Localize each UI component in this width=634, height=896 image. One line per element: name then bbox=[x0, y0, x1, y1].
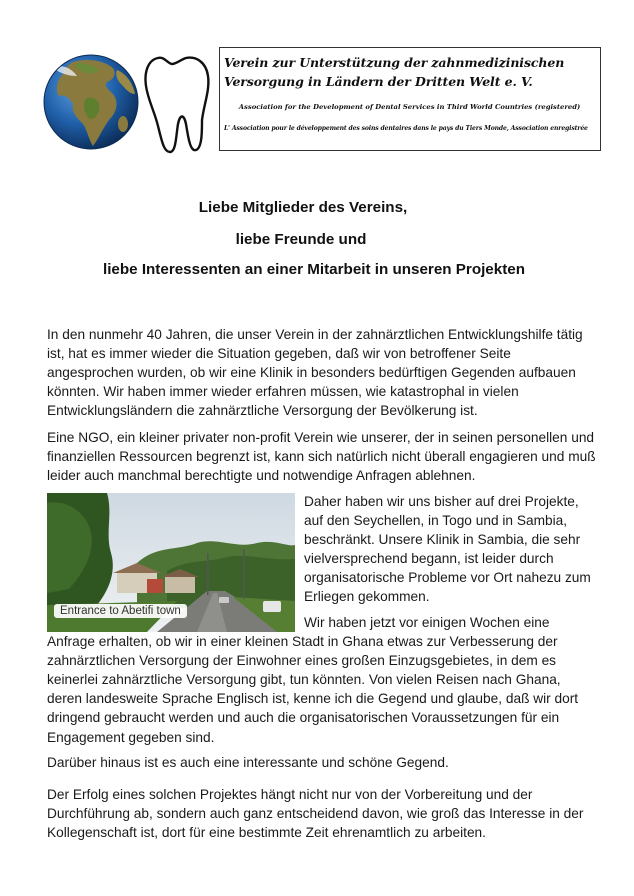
photo-caption: Entrance to Abetifi town bbox=[54, 604, 187, 618]
globe-logo bbox=[43, 54, 139, 150]
organization-header-box bbox=[219, 47, 601, 151]
paragraph-3: Daher haben wir uns bisher auf drei Projekte, auf den Seychellen, in Togo und in Sambia, beschränkt. Unsere Klinik in Sambia, die sehr vielversprechend begann, ist leider durch organisatorische Probleme vor Ort nahezu zum Erliegen gekommen. bbox=[304, 494, 591, 605]
org-name-german: Verein zur Unterstützung der zahnmedizinischen Versorgung in Ländern der Dritten Welt e. V. bbox=[224, 55, 565, 89]
paragraph-4-first-line: Wir haben jetzt vor einigen Wochen eine bbox=[304, 615, 550, 630]
paragraph-2: Eine NGO, ein kleiner privater non-profit Verein wie unserer, der in seinen personellen und finanziellen Ressourcen begrenzt ist, kann sich natürlich nicht überall engagieren und muß leider auch manchmal berechtigte und notwendige Anfragen ablehnen. bbox=[47, 430, 596, 484]
paragraph-4 bbox=[47, 613, 599, 747]
paragraph-5: Darüber hinaus ist es auch eine interessante und schöne Gegend. bbox=[47, 755, 449, 770]
greeting-line-1: Liebe Mitglieder des Vereins, bbox=[198, 199, 408, 216]
paragraph-6: Der Erfolg eines solchen Projektes hängt nicht nur von der Vorbereitung und der Durchführung ab, sondern auch ganz entscheidend davon, wie groß das Interesse in der Kollegenschaft ist, dort für eine bestimmte Zeit ehrenamtlich zu arbeiten. bbox=[47, 787, 584, 841]
org-name-english: Association for the Development of Dental Services in Third World Countries (registered) bbox=[238, 103, 581, 111]
town-photo bbox=[47, 493, 295, 632]
paragraph-4-rest: Anfrage erhalten, ob wir in einer kleinen Stadt in Ghana etwas zur Verbesserung der zahnärztlichen Versorgung der Einwohner eines großen Einzugsgebietes, in dem es keinerlei zahnärztliche Versorgung gibt, tun könnten. Von vielen Reisen nach Ghana, deren landesweite Sprache Englisch ist, kenne ich die Gegend und glaube, daß wir dort dringend gebraucht werden und auch die organisatorischen Voraussetzungen für ein Engagement gegeben sind. bbox=[47, 634, 579, 745]
tooth-icon bbox=[140, 52, 212, 156]
greeting-line-3: liebe Interessenten an einer Mitarbeit in unseren Projekten bbox=[102, 261, 525, 278]
paragraph-1: In den nunmehr 40 Jahren, die unser Verein in der zahnärztlichen Entwicklungshilfe tätig ist, hat es immer wieder die Situation gegeben, daß wir von betroffener Seite angesprochen wurden, ob wir eine Klinik in besonders bedürftigen Gegenden aufbauen könnten. Wir haben immer wieder erfahren müssen, wie katastrophal in vielen Entwicklungsländern die zahnärztliche Versorgung der Bevölkerung ist. bbox=[47, 327, 583, 419]
greeting-line-2: liebe Freunde und bbox=[235, 231, 367, 248]
org-name-french: L' Association pour le développement des soins dentaires dans le pays du Tiers Monde, Association enregistrée bbox=[224, 125, 588, 132]
